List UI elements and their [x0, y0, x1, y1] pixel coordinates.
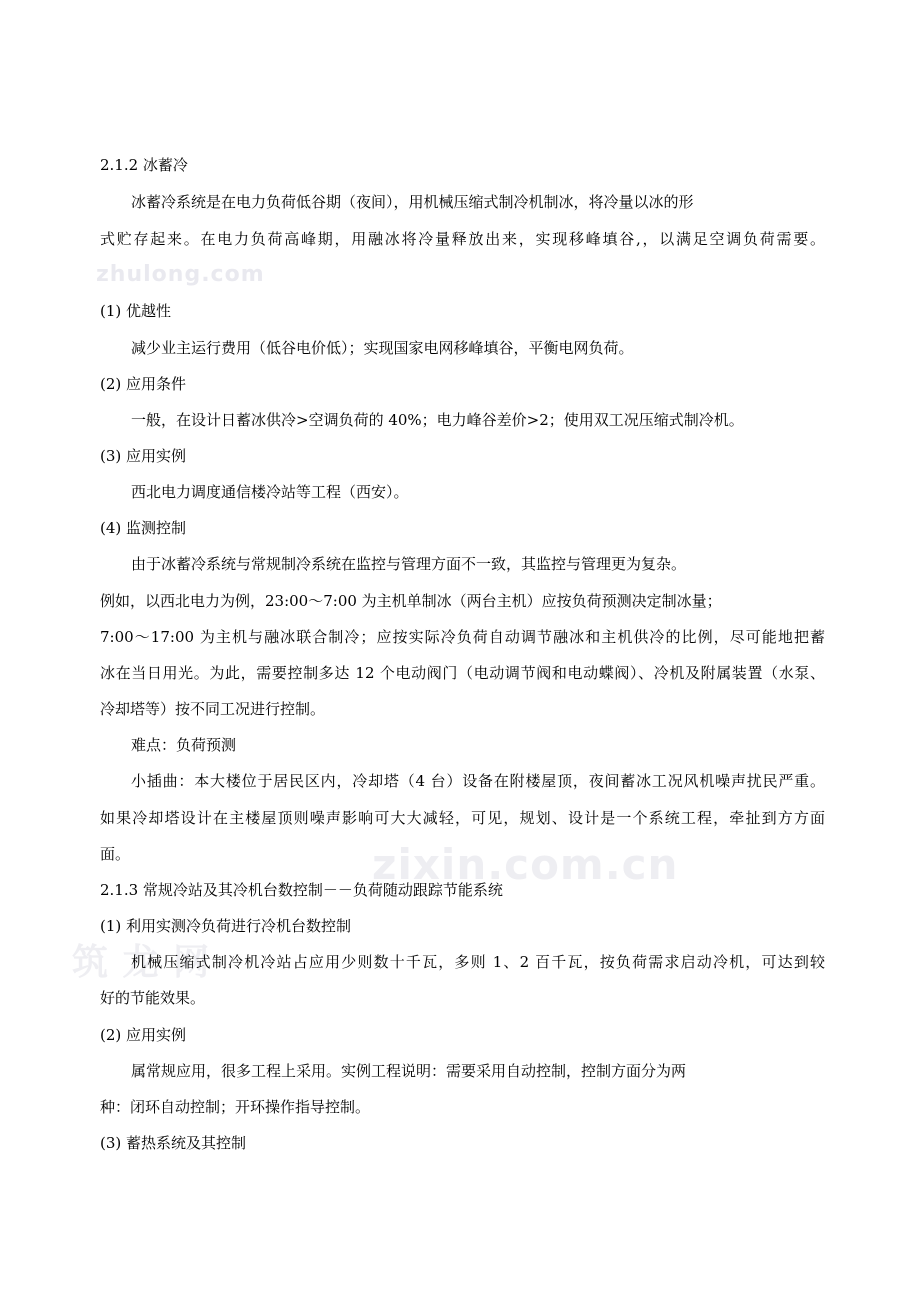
- subheading-heat-storage: (3) 蓄热系统及其控制: [100, 1134, 247, 1152]
- subheading-examples: (3) 应用实例: [100, 447, 187, 465]
- paragraph-line: 西北电力调度通信楼冷站等工程（西安）。: [131, 483, 409, 501]
- paragraph-line: 种：闭环自动控制；开环操作指导控制。: [100, 1098, 371, 1116]
- watermark-zixin: zixin.com.cn: [372, 840, 679, 889]
- paragraph-line: 冰蓄冷系统是在电力负荷低谷期（夜间），用机械压缩式制冷机制冰，将冷量以冰的形: [131, 193, 694, 211]
- paragraph-line: 冷却塔等）按不同工况进行控制。: [100, 700, 326, 718]
- section-heading-2-1-3: 2.1.3 常规冷站及其冷机台数控制－－负荷随动跟踪节能系统: [100, 881, 503, 899]
- subheading-advantages: (1) 优越性: [100, 302, 172, 320]
- paragraph-line: 减少业主运行费用（低谷电价低）；实现国家电网移峰填谷，平衡电网负荷。: [131, 339, 634, 357]
- paragraph-line: 式贮存起来。在电力负荷高峰期，用融冰将冷量释放出来，实现移峰填谷,，以满足空调负荷需要。: [100, 230, 825, 248]
- paragraph-line: 冰在当日用光。为此，需要控制多达 12 个电动阀门（电动调节阀和电动蝶阀）、冷机及附属装置（水泵、: [100, 664, 825, 682]
- subheading-monitoring: (4) 监测控制: [100, 519, 187, 537]
- paragraph-line: 机械压缩式制冷机冷站占应用少则数十千瓦，多则 1、2 百千瓦，按负荷需求启动冷机，可达到较: [131, 953, 825, 971]
- subheading-examples-2: (2) 应用实例: [100, 1026, 187, 1044]
- section-heading-2-1-2: 2.1.2 冰蓄冷: [100, 156, 188, 174]
- paragraph-line: 例如，以西北电力为例，23:00～7:00 为主机单制冰（两台主机）应按负荷预测决定制冰量；: [100, 592, 722, 610]
- paragraph-line: 如果冷却塔设计在主楼屋顶则噪声影响可大大减轻，可见，规划、设计是一个系统工程，牵扯到方方面: [100, 809, 825, 827]
- subheading-chiller-count: (1) 利用实测冷负荷进行冷机台数控制: [100, 917, 352, 935]
- watermark-zhulong-cn: 筑 龙 网: [72, 942, 211, 983]
- paragraph-line: 好的节能效果。: [100, 989, 206, 1007]
- watermark-zhulong: zhulong.com: [96, 262, 265, 287]
- paragraph-line: 一般，在设计日蓄冰供冷>空调负荷的 40%；电力峰谷差价>2；使用双工况压缩式制冷机。: [131, 411, 744, 429]
- subheading-conditions: (2) 应用条件: [100, 375, 187, 393]
- paragraph-line: 面。: [100, 845, 131, 863]
- paragraph-line: 属常规应用，很多工程上采用。实例工程说明：需要采用自动控制，控制方面分为两: [131, 1062, 687, 1080]
- paragraph-line: 难点：负荷预测: [131, 736, 237, 754]
- paragraph-line: 小插曲：本大楼位于居民区内，冷却塔（4 台）设备在附楼屋顶，夜间蓄冰工况风机噪声扰民严重。: [131, 772, 825, 790]
- paragraph-line: 由于冰蓄冷系统与常规制冷系统在监控与管理方面不一致，其监控与管理更为复杂。: [131, 555, 687, 573]
- paragraph-line: 7:00～17:00 为主机与融冰联合制冷；应按实际冷负荷自动调节融冰和主机供冷的比例，尽可能地把蓄: [100, 628, 825, 646]
